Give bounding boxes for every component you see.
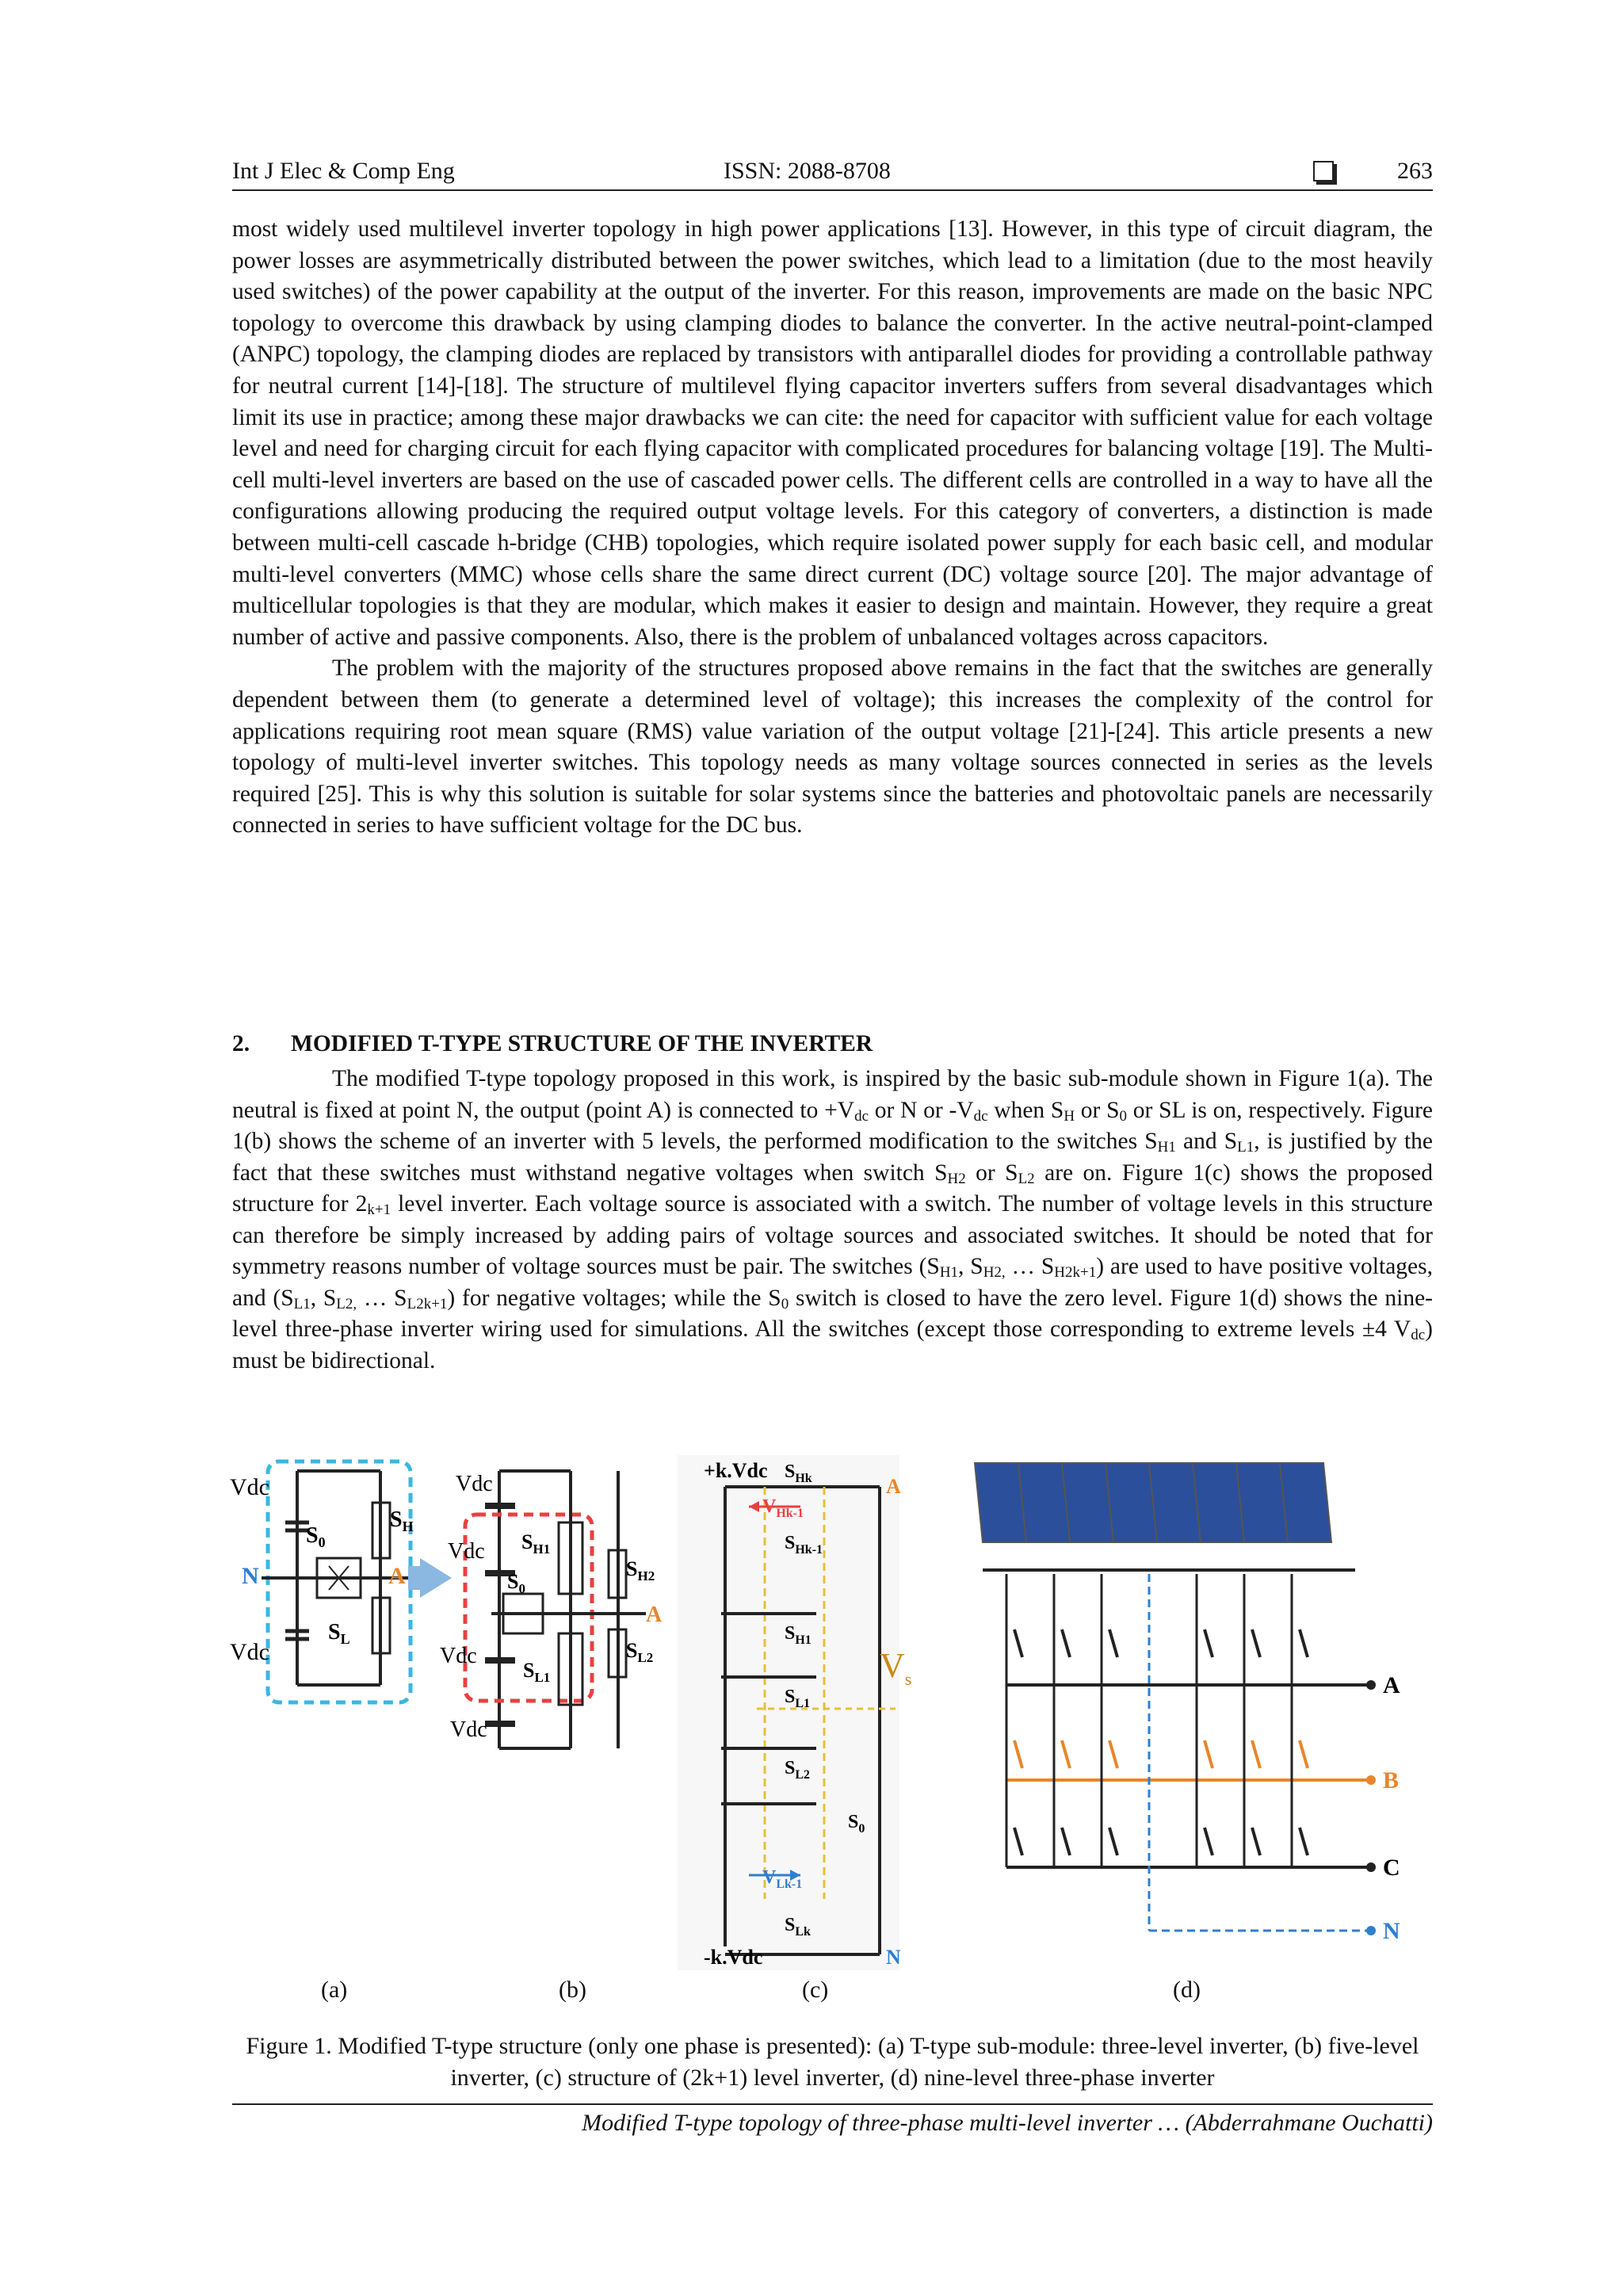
- subfigure-d: [975, 1463, 1400, 1944]
- switch-sl1-label: $S_{L1}$: [785, 1687, 811, 1710]
- neutral-n-label: N: [1383, 1918, 1400, 1944]
- footer-rule: [232, 2103, 1433, 2105]
- switch-s0-label: $S_0$: [848, 1812, 865, 1836]
- switch-slk-label: $S_{Lk}$: [785, 1915, 811, 1939]
- kvdc-neg-label: -k.Vdc: [704, 1946, 763, 1969]
- solar-panels: [975, 1463, 1331, 1542]
- footer-text: Modified T-type topology of three-phase multi-level inverter … (Abderrahmane Ouchatti): [582, 2110, 1433, 2136]
- node-a-label: A: [388, 1563, 406, 1589]
- page-number: 263: [1397, 158, 1433, 184]
- journal-name: Int J Elec & Comp Eng: [232, 158, 455, 184]
- switch-sh1-label: $S_{H1}$: [521, 1530, 551, 1557]
- subfigure-b: [440, 1471, 663, 1748]
- paragraph: The problem with the majority of the structures proposed above remains in the fact that the switches are generally dependent between them (to generate a determined level of voltage); this increases the complexity of the control for applications requiring root mean square (RMS) value variation of the output voltage [21]-[24]. This article presents a new topology of multi-level inverter switches. This topology needs as many voltage sources connected in series as the levels required [25]. This is why this solution is suitable for solar systems since the batteries and photovoltaic panels are necessarily connected in series to have sufficient voltage for the DC bus.: [232, 655, 1433, 839]
- section-paragraph: [232, 1064, 1433, 1377]
- vdc-label: Vdc: [450, 1717, 487, 1742]
- switch-s0-label: $S_0$: [306, 1523, 326, 1550]
- section-title: MODIFIED T-TYPE STRUCTURE OF THE INVERTER: [291, 1031, 873, 1056]
- vdc-label: Vdc: [230, 1639, 269, 1665]
- body-text: [232, 214, 1433, 842]
- vdc-label: Vdc: [440, 1644, 477, 1668]
- kvdc-pos-label: +k.Vdc: [704, 1459, 768, 1482]
- switch-s0-label: $S_0$: [507, 1570, 525, 1596]
- node-n-label: N: [886, 1946, 901, 1969]
- vs-label: $V_s$: [880, 1646, 912, 1689]
- phase-c-label: C: [1383, 1855, 1400, 1881]
- switch-sh-label: $S_H$: [390, 1507, 414, 1534]
- phase-b-label: B: [1383, 1767, 1400, 1794]
- issn: ISSN: 2088-8708: [724, 158, 891, 184]
- vdc-label: Vdc: [448, 1539, 485, 1564]
- subfigure-label-b: (b): [559, 1977, 586, 2003]
- section-heading: [232, 1031, 1433, 1057]
- switch-sh2-label: $S_{H2}$: [626, 1557, 655, 1584]
- switch-sl1-label: $S_{L1}$: [523, 1659, 551, 1685]
- figure-1: [230, 1455, 1446, 1970]
- page-header: [232, 155, 1433, 191]
- switch-sl2-label: $S_{L2}$: [626, 1639, 654, 1665]
- figure-caption: Figure 1. Modified T-type structure (only one phase is presented): (a) T-type sub-module: three-level inverter, (b) five-level inverter, (c) structure of (2k+1) level inverter, (d) nine-level three-phase inverter: [246, 2033, 1419, 2091]
- paragraph: most widely used multilevel inverter topology in high power applications [13]. However, in this type of circuit diagram, the power losses are asymmetrically distributed between the power switches, which lead to a limitation (due to the most heavily used switches) of the power capability at the output of the inverter. For this reason, improvements are made on the basic NPC topology to overcome this drawback by using clamping diodes to balance the converter. In the active neutral-point-clamped (ANPC) topology, the clamping diodes are replaced by transistors with antiparallel diodes for providing a controllable pathway for neutral current [14]-[18]. The structure of multilevel flying capacitor inverters suffers from several disadvantages which limit its use in practice; among these major drawbacks we can cite: the need for capacitor with sufficient value for each voltage level and need for charging circuit for each flying capacitor with complicated procedures for balancing voltage [19]. The Multi-cell multi-level inverters are based on the use of cascaded power cells. The different cells are controlled in a way to have all the configurations allowing producing the required output voltage levels. For this category of converters, a distinction is made between multi-cell cascade h-bridge (CHB) topologies, which require isolated power supply for each basic cell, and modular multi-level converters (MMC) whose cells share the same direct current (DC) voltage source [20]. The major advantage of multicellular topologies is that they are modular, which makes it easier to design and maintain. However, they require a great number of active and passive components. Also, there is the problem of unbalanced voltages across capacitors.: [232, 216, 1433, 650]
- switch-sl2-label: $S_{L2}$: [785, 1758, 811, 1782]
- subfigure-c: [678, 1455, 911, 1970]
- v-lk1-label: $V_{Lk-1}$: [762, 1867, 803, 1891]
- switch-shk-label: $S_{Hk}$: [785, 1461, 812, 1485]
- checkbox-icon: [1313, 161, 1334, 181]
- v-hk1-label: $V_{Hk-1}$: [762, 1496, 804, 1520]
- switch-shk1-label: $S_{Hk-1}$: [785, 1533, 823, 1557]
- node-a-label: A: [646, 1603, 663, 1627]
- subfigure-label-c: (c): [802, 1977, 829, 2003]
- subfigure-label-a: (a): [321, 1977, 348, 2003]
- node-n-label: N: [242, 1563, 259, 1589]
- subfigure-label-d: (d): [1173, 1977, 1201, 2003]
- vdc-label: Vdc: [456, 1472, 493, 1496]
- node-a-label: A: [886, 1475, 901, 1498]
- subfigure-a: [230, 1461, 452, 1702]
- paragraph: The modified T-type topology proposed in this work, is inspired by the basic sub-module shown in Figure 1(a). The neutral is fixed at point N, the output (point A) is connected to $+V_{dc}$ or N or $-V_{dc}$ when $S_H$ or $S_0$ or SL is on, respectively. Figure 1(b) shows the scheme of an inverter with 5 levels, the performed modification to the switches $S_{H1}$ and $S_{L1}$, is justified by the fact that these switches must withstand negative voltages when switch $S_{H2}$ or $S_{L2}$ are on. Figure 1(c) shows the proposed structure for $2_{k+1}$ level inverter. Each voltage source is associated with a switch. The number of voltage levels in this structure can therefore be simply increased by adding pairs of voltage sources and associated switches. It should be noted that for symmetry reasons number of voltage sources must be pair. The switches ($S_{H1}$, $S_{H2,}$ … $S_{H2k+1}$) are used to have positive voltages, and ($S_{L1}$, $S_{L2,}$ … $S_{L2k+1}$) for negative voltages; while the $S_0$ switch is closed to have the zero level. Figure 1(d) shows the nine-level three-phase inverter wiring used for simulations. All the switches (except those corresponding to extreme levels ±4 $V_{dc}$) must be bidirectional.: [232, 1066, 1434, 1373]
- vdc-label: Vdc: [230, 1474, 269, 1500]
- phase-a-label: A: [1383, 1672, 1400, 1698]
- switch-sh1-label: $S_{H1}$: [785, 1623, 812, 1647]
- section-number: 2.: [232, 1031, 250, 1056]
- switch-sl-label: $S_L$: [328, 1620, 350, 1647]
